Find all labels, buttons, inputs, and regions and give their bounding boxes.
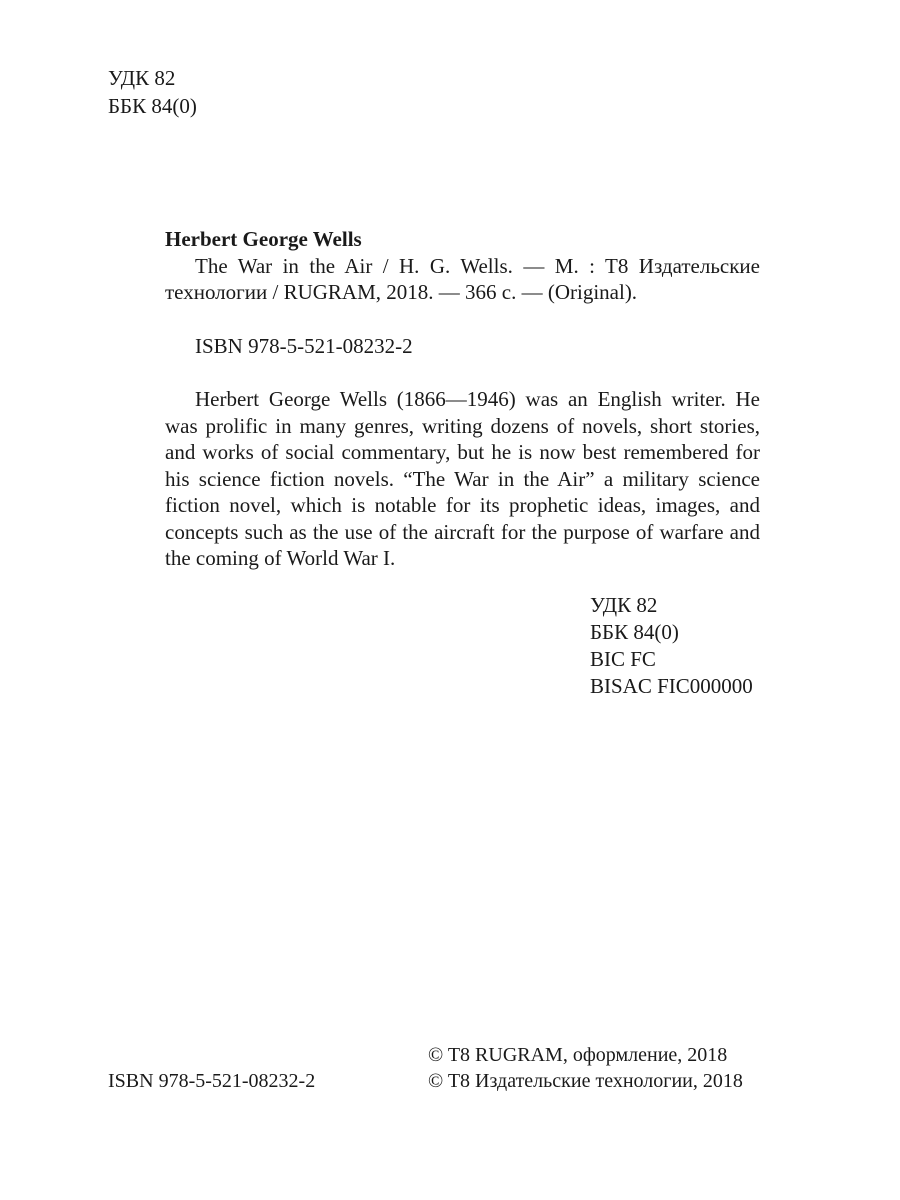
right-classification-block: [590, 592, 753, 700]
bic-code: BIC FC: [590, 647, 656, 671]
author-name: Herbert George Wells: [165, 227, 362, 251]
udk-code: УДК 82: [108, 66, 176, 90]
bibliographic-record: The War in the Air / H. G. Wells. — M. : T8 Издательские технологии / RUGRAM, 2018. — 366 с. — (Original).: [165, 253, 760, 304]
bbk-code: ББК 84(0): [108, 94, 197, 118]
copyright-design: © T8 RUGRAM, оформление, 2018: [428, 1044, 728, 1066]
footer-isbn: ISBN 978-5-521-08232-2: [108, 1070, 316, 1092]
bisac-code: BISAC FIC000000: [590, 674, 753, 698]
copyright-block: [428, 1042, 743, 1094]
isbn-number: ISBN 978-5-521-08232-2: [195, 333, 413, 358]
udk-code-right: УДК 82: [590, 593, 658, 617]
book-abstract: Herbert George Wells (1866—1946) was an English writer. He was prolific in many genres, writing dozens of novels, short stories, and works of social commentary, but he is now best remembered for his science fiction novels. “The War in the Air” a military science fiction novel, which is notable for its prophetic ideas, images, and concepts such as the use of the aircraft for the purpose of warfare and the coming of World War I.: [165, 387, 760, 570]
copyright-publisher: © T8 Издательские технологии, 2018: [428, 1070, 743, 1092]
bibliographic-description: [165, 226, 760, 572]
bbk-code-right: ББК 84(0): [590, 620, 679, 644]
top-classification-block: [108, 64, 197, 120]
